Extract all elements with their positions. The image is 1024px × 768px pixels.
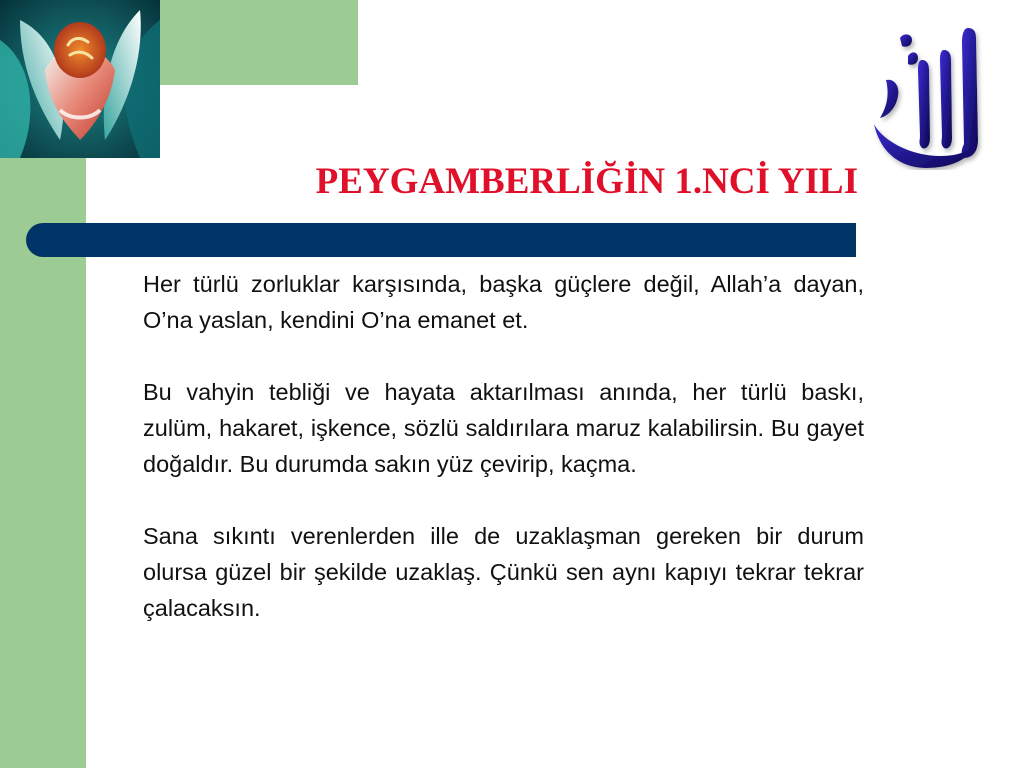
paragraph-3: Sana sıkıntı verenlerden ille de uzaklaşman gereken bir durum olursa güzel bir şekilde uzaklaş. Çünkü sen aynı kapıyı tekrar tekrar çalacaksın. bbox=[143, 523, 864, 621]
corner-calligraphy-image bbox=[0, 0, 160, 158]
paragraph-1: Her türlü zorluklar karşısında, başka güçlere değil, Allah’a dayan, O’na yaslan, kendini O’na emanet et. bbox=[143, 271, 864, 333]
paragraph-2: Bu vahyin tebliği ve hayata aktarılması anında, her türlü baskı, zulüm, hakaret, işkence, sözlü saldırılara maruz kalabilirsin. Bu gayet doğaldır. Bu durumda sakın yüz çevirip, kaçma. bbox=[143, 379, 864, 477]
title-underline-bar bbox=[26, 223, 856, 257]
slide-body bbox=[143, 266, 864, 626]
slide-title: PEYGAMBERLİĞİN 1.NCİ YILI bbox=[315, 161, 858, 202]
allah-calligraphy-image bbox=[860, 20, 1000, 170]
